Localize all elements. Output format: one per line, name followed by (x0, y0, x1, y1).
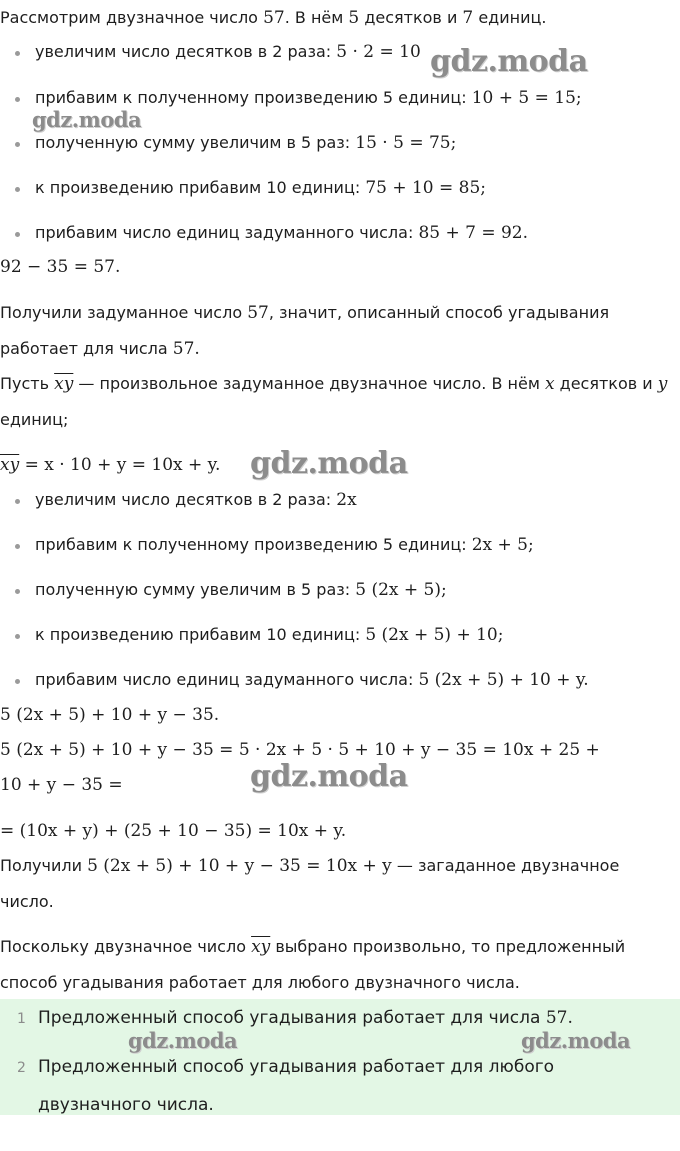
watermark: gdz.moda (128, 1028, 238, 1053)
list-item (15, 535, 534, 555)
text: Получили (0, 856, 88, 875)
conclusion-1-line-2 (0, 339, 200, 359)
text: выбрано произвольно, то предложенный (270, 937, 626, 956)
math: 57. (172, 339, 200, 359)
answer-block (0, 999, 680, 1115)
list-item (15, 625, 503, 645)
step-math: 5 (2x + 5) + 10 + y. (418, 670, 589, 690)
list-item (15, 42, 421, 62)
text: работает для числа (0, 339, 173, 358)
equation-4-line-2: 10 + y − 35 = (0, 775, 123, 795)
watermark: gdz.moda (250, 446, 408, 481)
step-text: к произведению прибавим 10 единиц: (35, 178, 366, 197)
step-text: увеличим число десятков в 2 раза: (35, 42, 337, 61)
watermark: gdz.moda (521, 1028, 631, 1053)
step-math: 15 · 5 = 75; (355, 133, 457, 153)
list-item (15, 178, 486, 198)
step-text: прибавим к полученному произведению 5 единиц: (35, 535, 472, 554)
text: Пусть (0, 374, 55, 393)
equation-5: = (10x + y) + (25 + 10 − 35) = 10x + y. (0, 821, 347, 841)
intro-math-c: 7 (462, 8, 474, 28)
text: Предложенный способ угадывания работает для числа (38, 1008, 546, 1028)
conclusion-2-line-1 (0, 856, 619, 876)
answer-number: 1 (17, 1011, 26, 1027)
text: , значит, описанный способ угадывания (268, 303, 610, 322)
list-item (15, 133, 456, 153)
equation-4-line-1: 5 (2x + 5) + 10 + y − 35 = 5 · 2x + 5 · 5 + 10 + y − 35 = 10x + 25 + (0, 740, 600, 760)
intro-text-a: Рассмотрим двузначное число (0, 8, 264, 27)
conclusion-3-line-1 (0, 937, 625, 957)
general-line-2: единиц; (0, 410, 69, 429)
step-math: 5 (2x + 5); (355, 580, 447, 600)
math-x: x (544, 374, 555, 394)
list-item (15, 88, 582, 108)
step-text: полученную сумму увеличим в 5 раз: (35, 580, 356, 599)
equation-1: 92 − 35 = 57. (0, 257, 121, 277)
text: Получили задуманное число (0, 303, 248, 322)
text: Поскольку двузначное число (0, 937, 252, 956)
text: десятков и (554, 374, 658, 393)
watermark: gdz.moda (32, 107, 142, 132)
math-y: y (657, 374, 668, 394)
step-math: 2x (336, 490, 357, 510)
math: 57. (545, 1008, 573, 1028)
list-item (15, 490, 357, 510)
step-math: 5 (2x + 5) + 10; (365, 625, 504, 645)
step-text: прибавим число единиц задуманного числа: (35, 223, 419, 242)
answer-text-line-1: Предложенный способ угадывания работает для любого (38, 1057, 555, 1077)
text: — загаданное двузначное (391, 856, 620, 875)
answer-text-line-2: двузначного числа. (38, 1095, 214, 1115)
step-text: полученную сумму увеличим в 5 раз: (35, 133, 356, 152)
watermark: gdz.moda (250, 759, 408, 794)
list-item (15, 580, 447, 600)
math: 5 (2x + 5) + 10 + y − 35 = 10x + y (87, 856, 392, 876)
math: 57 (247, 303, 269, 323)
answer-text (38, 1008, 573, 1028)
step-text: прибавим число единиц задуманного числа: (35, 670, 419, 689)
intro-math-b: 5 (348, 8, 360, 28)
step-text: прибавим к полученному произведению 5 единиц: (35, 88, 472, 107)
math-xy: $\overline{xy}$ (0, 455, 20, 475)
text: — произвольное задуманное двузначное число. В нём (73, 374, 545, 393)
equation-3: 5 (2x + 5) + 10 + y − 35. (0, 705, 220, 725)
general-line-1 (0, 374, 667, 394)
math: = x · 10 + y = 10x + y. (19, 455, 221, 475)
intro-math-a: 57 (263, 8, 285, 28)
watermark: gdz.moda (430, 44, 588, 79)
step-math: 2x + 5; (471, 535, 534, 555)
equation-2 (0, 455, 220, 475)
step-math: 5 · 2 = 10 (336, 42, 421, 62)
step-text: увеличим число десятков в 2 раза: (35, 490, 337, 509)
intro-text-b: . В нём (284, 8, 349, 27)
math-xy: $\overline{xy}$ (54, 374, 74, 394)
conclusion-1-line-1 (0, 303, 609, 323)
list-item (15, 670, 589, 690)
step-text: к произведению прибавим 10 единиц: (35, 625, 366, 644)
intro-text-c: десятков и (359, 8, 463, 27)
intro-text-d: единиц. (473, 8, 547, 27)
intro-line (0, 8, 546, 28)
step-math: 10 + 5 = 15; (471, 88, 582, 108)
conclusion-3-line-2: способ угадывания работает для любого двузначного числа. (0, 973, 520, 992)
answer-number: 2 (17, 1060, 26, 1076)
step-math: 85 + 7 = 92. (418, 223, 529, 243)
step-math: 75 + 10 = 85; (365, 178, 487, 198)
math-xy: $\overline{xy}$ (251, 937, 271, 957)
conclusion-2-line-2: число. (0, 892, 54, 911)
list-item (15, 223, 528, 243)
